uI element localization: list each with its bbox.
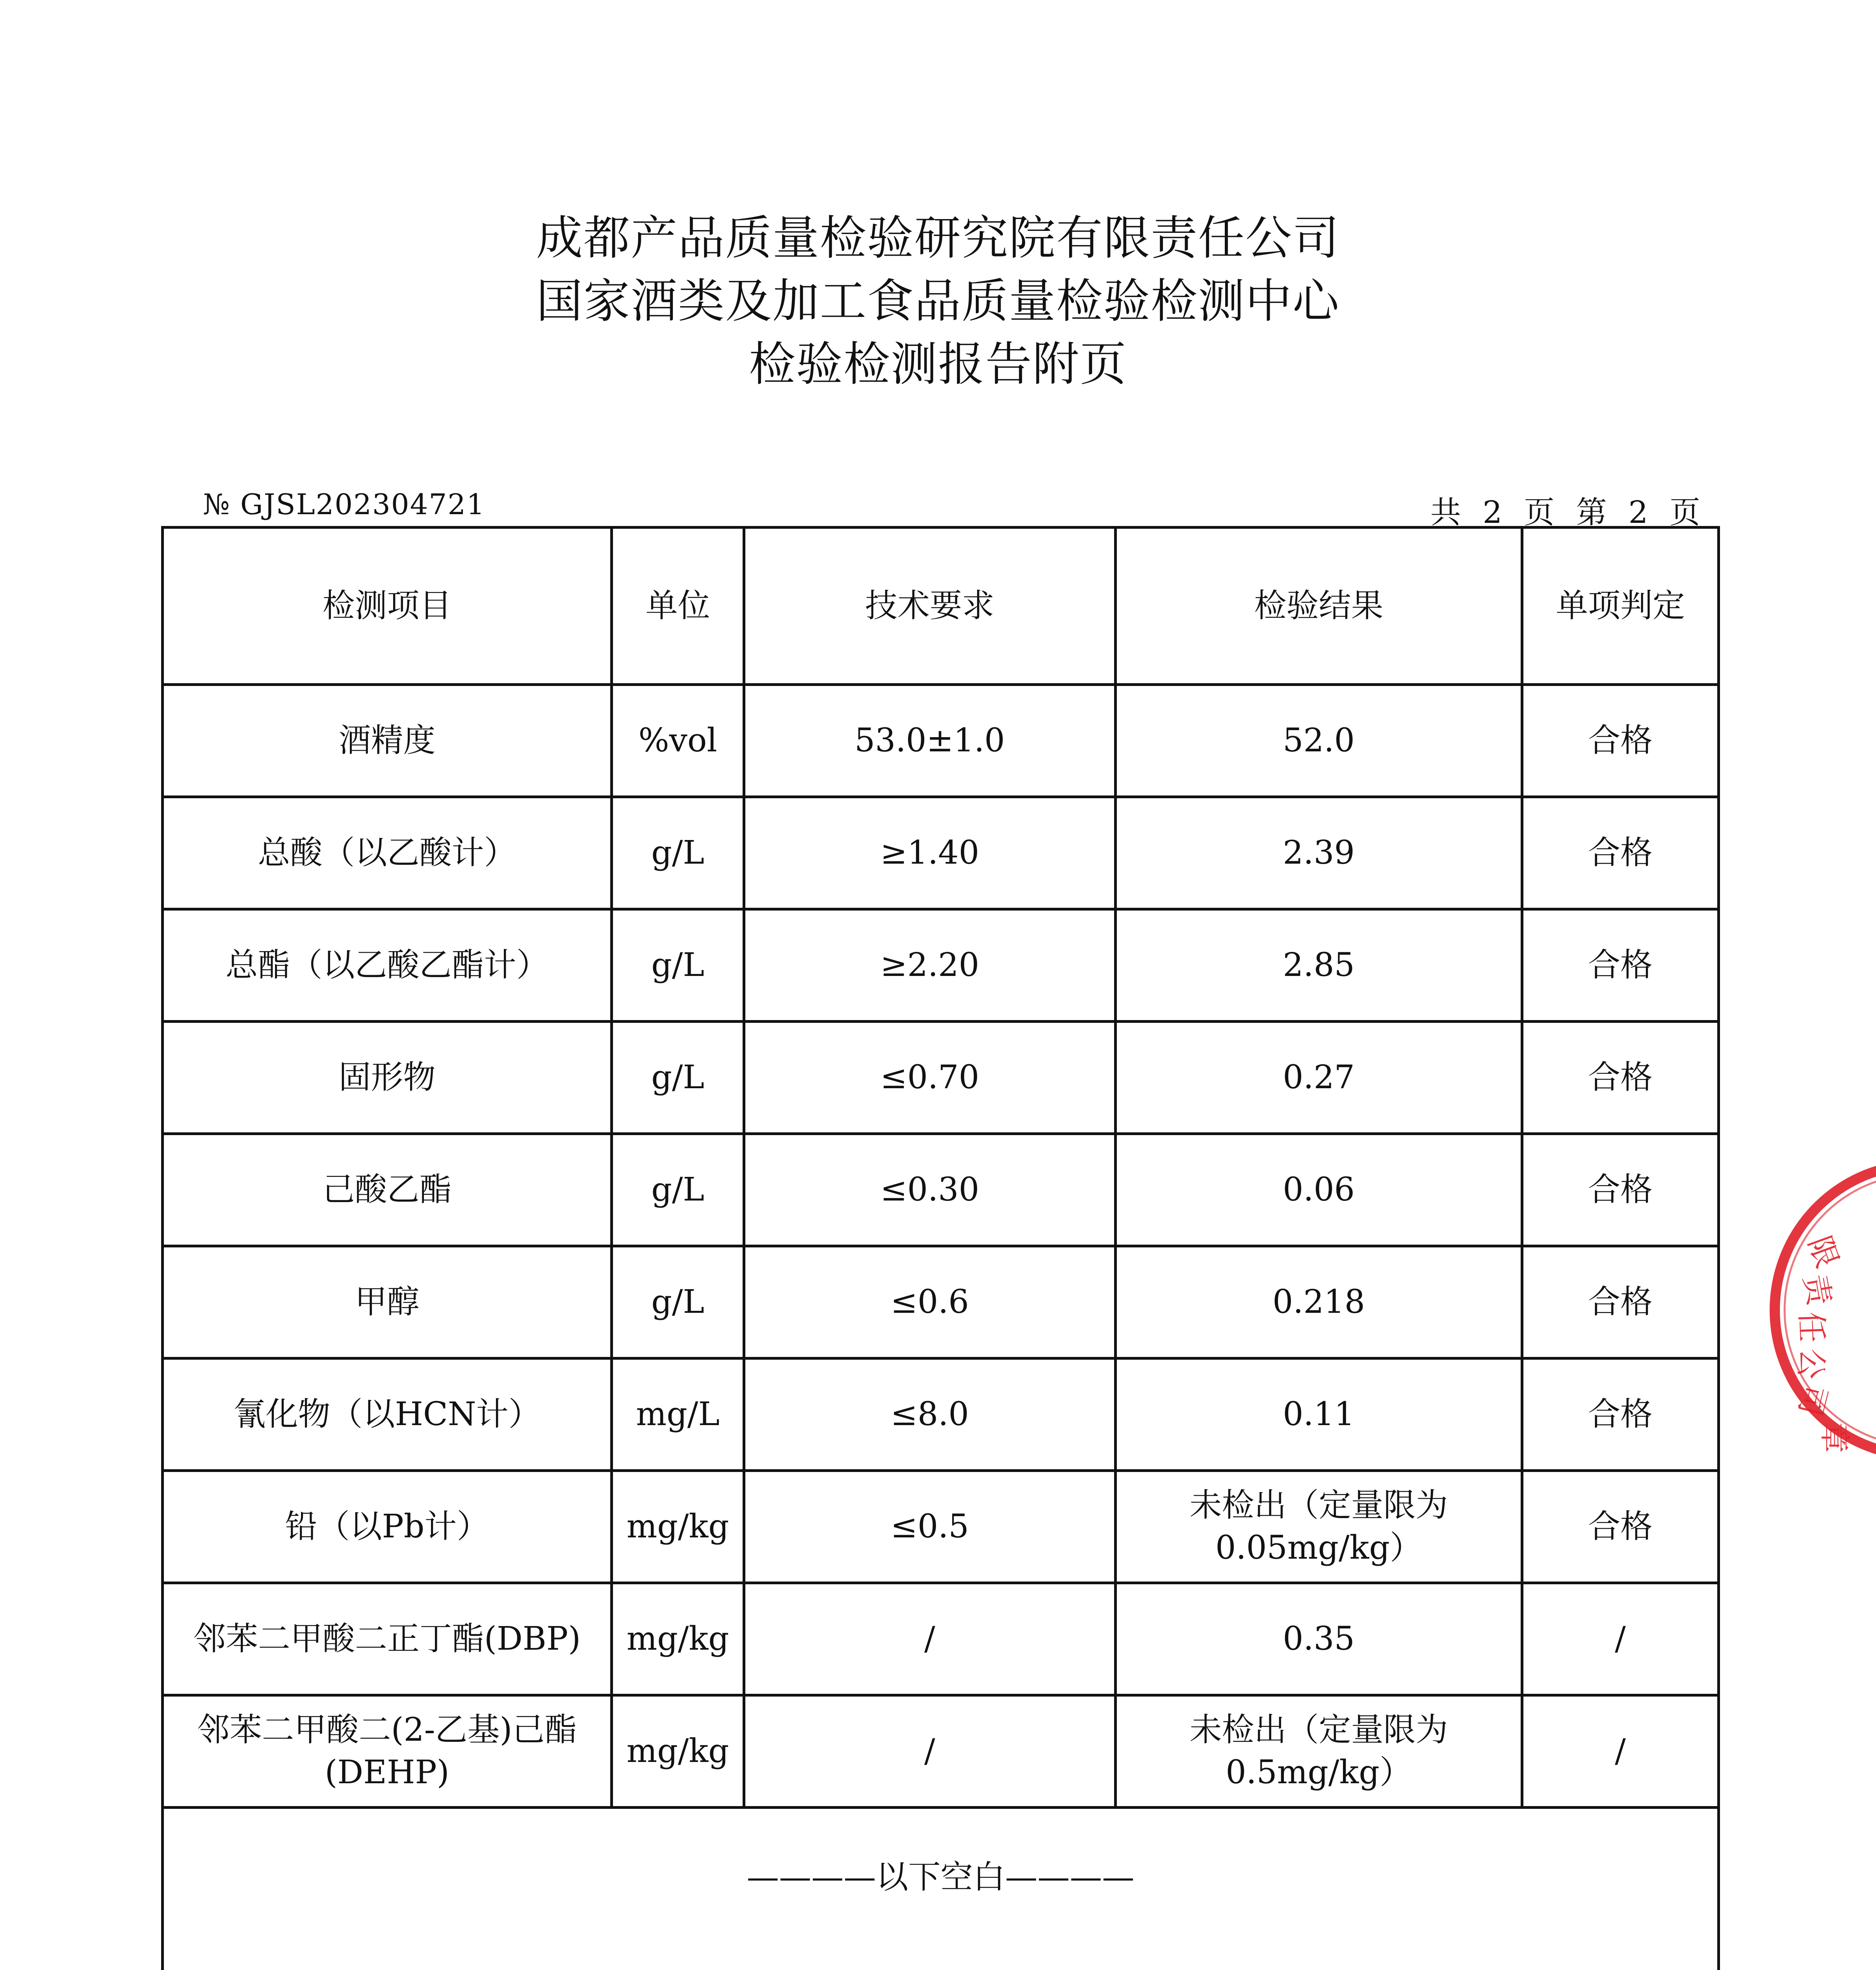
cell-judgment: 合格	[1522, 1359, 1719, 1471]
page-indicator	[1430, 488, 1703, 532]
cell-item: 总酸（以乙酸计）	[163, 797, 612, 909]
cell-requirement: ≤0.5	[744, 1471, 1116, 1583]
header-judgment: 单项判定	[1522, 528, 1719, 685]
cell-unit: %vol	[612, 685, 744, 797]
cell-result: 0.27	[1116, 1022, 1522, 1134]
cell-requirement: /	[744, 1695, 1116, 1808]
seal-stamp-icon	[1761, 1150, 1876, 1470]
cell-judgment: 合格	[1522, 1022, 1719, 1134]
cell-item: 己酸乙酯	[163, 1134, 612, 1246]
cell-judgment: /	[1522, 1695, 1719, 1808]
cell-result: 未检出（定量限为 0.05mg/kg）	[1116, 1471, 1522, 1583]
cell-requirement: ≤0.6	[744, 1246, 1116, 1359]
cell-result: 0.06	[1116, 1134, 1522, 1246]
cell-requirement: ≤0.30	[744, 1134, 1116, 1246]
cell-judgment: /	[1522, 1583, 1719, 1695]
cell-requirement: ≤0.70	[744, 1022, 1116, 1134]
cell-unit: g/L	[612, 1022, 744, 1134]
table-row	[163, 909, 1719, 1022]
cell-item: 氰化物（以HCN计）	[163, 1359, 612, 1471]
page-current: 第 2 页	[1576, 495, 1703, 530]
institute-name: 成都产品质量检验研究院有限责任公司	[536, 211, 1340, 265]
table-header-row	[163, 528, 1719, 685]
table-row	[163, 1583, 1719, 1695]
page-total: 共 2 页	[1430, 495, 1557, 530]
cell-result: 0.11	[1116, 1359, 1522, 1471]
cell-unit: mg/L	[612, 1359, 744, 1471]
cell-judgment: 合格	[1522, 909, 1719, 1022]
cell-result: 未检出（定量限为 0.5mg/kg）	[1116, 1695, 1522, 1808]
header-result: 检验结果	[1116, 528, 1522, 685]
cell-item: 总酯（以乙酸乙酯计）	[163, 909, 612, 1022]
cell-requirement: ≥2.20	[744, 909, 1116, 1022]
header-item: 检测项目	[163, 528, 612, 685]
cell-result: 52.0	[1116, 685, 1522, 797]
cell-unit: mg/kg	[612, 1583, 744, 1695]
table-row	[163, 1359, 1719, 1471]
header-unit: 单位	[612, 528, 744, 685]
table-row	[163, 797, 1719, 909]
cell-result: 0.35	[1116, 1583, 1522, 1695]
cell-judgment: 合格	[1522, 797, 1719, 909]
cell-unit: mg/kg	[612, 1695, 744, 1808]
table-row	[163, 1246, 1719, 1359]
svg-text:公: 公	[1791, 1347, 1830, 1381]
blank-area-row	[163, 1808, 1719, 1970]
cell-item: 邻苯二甲酸二(2-乙基)己酯 (DEHP)	[163, 1695, 612, 1808]
cell-judgment: 合格	[1522, 1246, 1719, 1359]
cell-result: 2.85	[1116, 909, 1522, 1022]
table-row	[163, 1022, 1719, 1134]
table-row	[163, 1134, 1719, 1246]
cell-item: 固形物	[163, 1022, 612, 1134]
cell-unit: g/L	[612, 1134, 744, 1246]
center-name: 国家酒类及加工食品质量检验检测中心	[536, 274, 1340, 328]
report-title: 检验检测报告附页	[749, 337, 1127, 391]
cell-item: 邻苯二甲酸二正丁酯(DBP)	[163, 1583, 612, 1695]
svg-text:责: 责	[1797, 1271, 1837, 1308]
table-row	[163, 1471, 1719, 1583]
cell-item: 甲醇	[163, 1246, 612, 1359]
report-number: № GJSL202304721	[203, 488, 485, 521]
blank-below-note: ————以下空白————	[163, 1808, 1719, 1970]
cell-unit: g/L	[612, 1246, 744, 1359]
cell-result: 0.218	[1116, 1246, 1522, 1359]
cell-judgment: 合格	[1522, 685, 1719, 797]
results-table	[161, 526, 1720, 1970]
cell-unit: mg/kg	[612, 1471, 744, 1583]
svg-text:任: 任	[1793, 1311, 1830, 1343]
cell-requirement: /	[744, 1583, 1116, 1695]
cell-unit: g/L	[612, 909, 744, 1022]
cell-unit: g/L	[612, 797, 744, 909]
table-row	[163, 1695, 1719, 1808]
svg-text:限: 限	[1801, 1231, 1845, 1273]
svg-text:章: 章	[1817, 1422, 1852, 1453]
cell-requirement: ≤8.0	[744, 1359, 1116, 1471]
cell-judgment: 合格	[1522, 1134, 1719, 1246]
cell-requirement: ≥1.40	[744, 797, 1116, 909]
cell-judgment: 合格	[1522, 1471, 1719, 1583]
svg-text:司: 司	[1791, 1381, 1833, 1420]
cell-item: 酒精度	[163, 685, 612, 797]
cell-requirement: 53.0±1.0	[744, 685, 1116, 797]
header-requirement: 技术要求	[744, 528, 1116, 685]
table-row	[163, 685, 1719, 797]
cell-item: 铅（以Pb计）	[163, 1471, 612, 1583]
official-seal	[1761, 1150, 1876, 1470]
cell-result: 2.39	[1116, 797, 1522, 909]
